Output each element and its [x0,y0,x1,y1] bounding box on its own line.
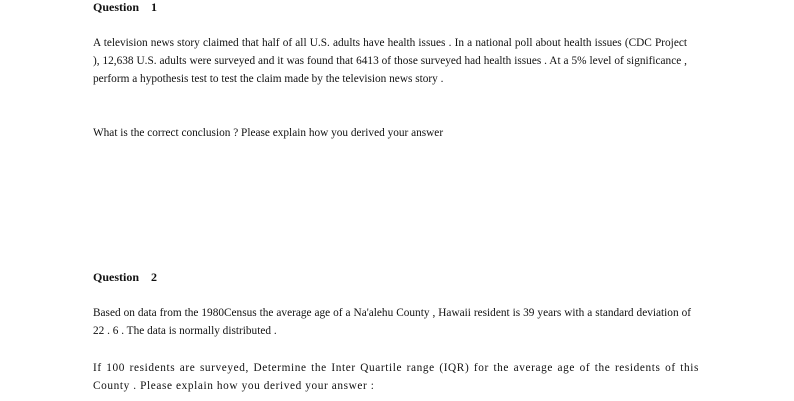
question-1-heading: Question 1 [93,0,158,14]
question-2-text: Based on data from the 1980Census the average age of a Na'alehu County , Hawaii resident is 39 years with a standard deviation of 22 . 6 . The data is normally distributed . [93,307,691,337]
question-1-prompt: What is the correct conclusion ? Please explain how you derived your answer [93,127,444,139]
question-1-text: A television news story claimed that half of all U.S. adults have health issues . In a national poll about health issues (CDC Project ), 12,638 U.S. adults were surveyed and it was found that 6413 of those surveyed had health issues . At a 5% level of significance , perform a hypothesis test to test the claim made by the television news story . [93,37,687,85]
question-2-heading: Question 2 [93,270,158,284]
question-2-prompt: If 100 residents are surveyed, Determine the Inter Quartile range (IQR) for the average age of the residents of this County . Please explain how you derived your answer : [93,362,699,392]
